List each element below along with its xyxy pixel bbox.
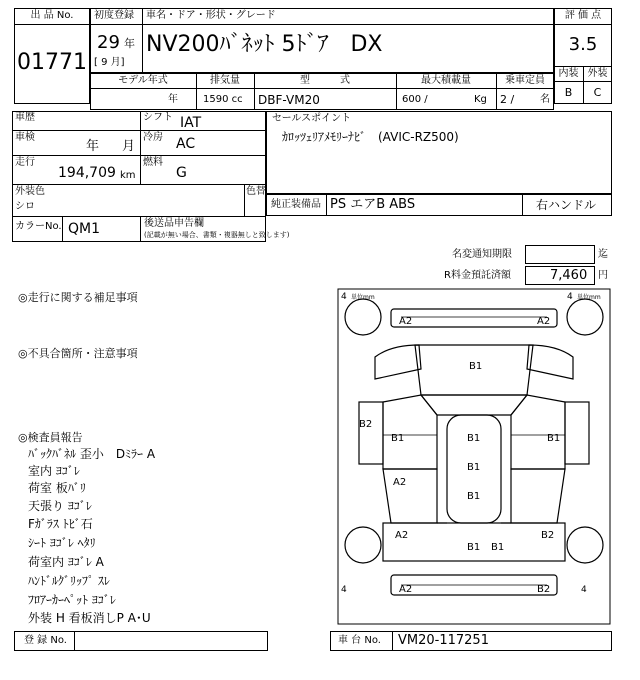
displacement-label: 排気量 [210,75,240,86]
tire-label-rr: 4 [581,585,587,595]
defect-notes-title: ◎不具合箇所・注意事項 [18,347,138,360]
notice-label: 名変通知期限 [452,249,512,260]
shift: IAT [180,115,202,131]
inspector-item: 荷室 板ﾊﾞﾘ [28,481,86,495]
tire-rear-right [567,527,603,563]
capacity-unit: 名 [540,94,550,105]
driving-notes-title: ◎走行に関する補足事項 [18,291,138,304]
tire-unit-fr: 単位mm [577,294,601,301]
mark-b1-rear-left: B1 [467,542,481,553]
type-label: 型 式 [300,75,350,86]
interior-label: 内装 [558,68,579,79]
mark-a2-left-rear: A2 [395,530,409,541]
load-unit: Kg [474,94,487,105]
mark-a2-front-left: A2 [399,316,413,327]
mark-b1-left-fender: B1 [391,433,405,444]
recycle-unit: 円 [598,270,608,281]
inspector-item: 室内 ﾖｺﾞﾚ [28,464,80,478]
car-name-label: 車名・ドア・形状・グレード [146,10,276,21]
mileage-unit: km [120,170,136,181]
after-docs-label: 後送品申告欄 [144,218,204,229]
inspector-item: 外装 H 看板消しP A･U [28,611,151,625]
chassis-no: VM20-117251 [398,633,489,648]
lot-no-label: 出 品 No. [30,10,74,21]
displacement: 1590 cc [203,94,243,105]
type: DBF-VM20 [258,93,320,107]
after-docs-note: (記載が無い場合、書類・複器無しと致します) [144,231,290,239]
color-no: QM1 [68,221,101,237]
chassis-no-label: 車 台 No. [338,635,381,646]
mark-b1-roof-mid: B1 [467,462,481,473]
mark-b1-rear-right: B1 [491,542,505,553]
inspector-title: ◎検査員報告 [18,431,83,444]
notice-suffix: 迄 [598,249,608,260]
tire-label-rl: 4 [341,585,347,595]
tire-rear-left [345,527,381,563]
exterior-grade: C [593,86,602,99]
mark-b1-hood: B1 [469,361,483,372]
tire-unit-fl: 単位mm [351,294,375,301]
mark-a2-bumper: A2 [399,584,413,595]
damage-diagram [335,287,613,627]
genuine-equipment: PS エアB ABS [330,197,416,212]
reg-year-unit: 年 [124,37,135,50]
tire-label-fr: 4 [567,292,573,302]
score-label: 評 価 点 [564,10,602,21]
ac-label: 冷房 [143,132,163,143]
reg-no-label: 登 録 No. [24,635,67,646]
inspector-item: Fｶﾞﾗｽ ﾄﾋﾞ石 [28,517,93,531]
capacity-label: 乗車定員 [505,75,545,86]
sales-point: ｶﾛｯﾂｪﾘｱﾒﾓﾘｰﾅﾋﾞ (AVIC-RZ500) [282,130,459,144]
load-label: 最大積載量 [421,75,471,86]
mark-b1-roof-top: B1 [467,433,481,444]
exterior-color-label: 外装色 [15,186,45,197]
fuel-label: 燃料 [143,157,163,168]
recycle-value: 7,460 [550,268,588,283]
ac: AC [176,136,196,152]
lot-no: 01771 [17,50,87,75]
capacity: 2 / [500,93,515,106]
color-no-label: カラーNo. [15,221,62,232]
repaint-label: 色替 [246,186,266,197]
inspection-year: 年 [86,139,100,154]
recycle-label: R料金預託済額 [444,270,511,281]
first-reg-label: 初度登録 [94,10,134,21]
load: 600 / [402,94,428,105]
inspection-label: 車検 [15,132,35,143]
model-year-unit: 年 [168,94,178,105]
mark-a2-front-right: A2 [537,316,551,327]
mileage: 194,709 [58,165,116,181]
inspector-item: ﾌﾛｱｰｶｰﾍﾟｯﾄ ﾖｺﾞﾚ [28,593,116,607]
mark-b1-right-fender: B1 [547,433,561,444]
history-label: 車歴 [15,112,35,123]
genuine-label: 純正装備品 [271,199,321,210]
inspector-item: ﾊﾞｯｸﾊﾞﾈﾙ 歪小 Dﾐﾗｰ A [28,447,156,461]
reg-year: 29 [97,32,120,53]
mark-a2-left-door: A2 [393,477,407,488]
reg-month: [ 9 月] [94,57,125,68]
mark-b2-left: B2 [359,419,373,430]
mark-b2-bumper: B2 [537,584,551,595]
tire-front-right [567,299,603,335]
mileage-label: 走行 [15,157,35,168]
mark-b1-roof-rear: B1 [467,491,481,502]
interior-grade: B [564,86,573,99]
mark-b2-right-rear: B2 [541,530,555,541]
fuel: G [176,165,187,181]
front-bumper-outline [391,309,557,327]
inspector-item: ﾊﾝﾄﾞﾙｸﾞﾘｯﾌﾟ ｽﾚ [28,574,110,588]
sales-point-label: セールスポイント [272,113,352,124]
notice-box [525,245,595,264]
exterior-label: 外装 [587,68,608,79]
exterior-color: シロ [15,201,35,212]
handle: 右ハンドル [536,198,597,212]
inspection-month: 月 [122,139,136,154]
inspector-item: 荷室内 ﾖｺﾞﾚ A [28,555,104,569]
shift-label: シフト [143,112,173,123]
inspector-item: ｼｰﾄ ﾖｺﾞﾚ ﾍﾀﾘ [28,536,96,550]
model-year-label: モデル年式 [118,75,168,86]
tire-label-fl: 4 [341,292,347,302]
tire-front-left [345,299,381,335]
car-name: NV200ﾊﾞﾈｯﾄ 5ﾄﾞｱ DX [146,32,383,57]
score: 3.5 [568,34,598,55]
inspector-item: 天張り ﾖｺﾞﾚ [28,499,92,513]
